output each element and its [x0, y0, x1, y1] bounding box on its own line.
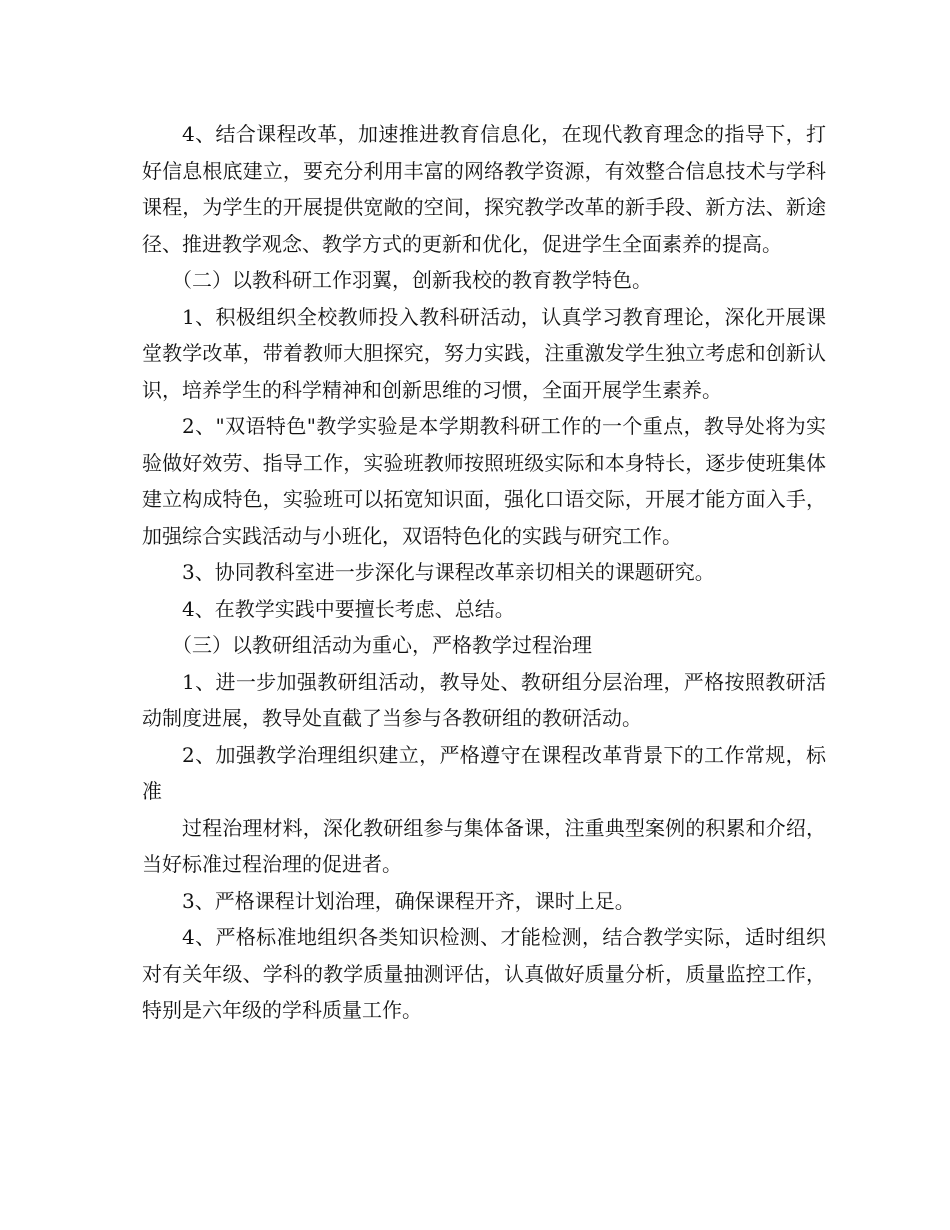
document-page: [142, 116, 826, 1029]
section-heading-3: （三）以教研组活动为重心，严格教学过程治理: [172, 633, 592, 657]
paragraph-4-info: 4、结合课程改革，加速推进教育信息化，在现代教育理念的指导下，打好信息根底建立，要充分利用丰富的网络教学资源，有效整合信息技术与学科课程，为学生的开展提供宽敞的空间，探究教学改革的新手段、新方法、新途径、推进教学观念、教学方式的更新和优化，促进学生全面素养的提高。: [142, 122, 826, 256]
paragraph-2-continued: 过程治理材料，深化教研组参与集体备课，注重典型案例的积累和介绍，当好标准过程治理的促进者。: [142, 815, 826, 876]
paragraph-3-curriculum: 3、严格课程计划治理，确保课程开齐，课时上足。: [182, 888, 635, 913]
paragraph-4-testing: 4、严格标准地组织各类知识检测、才能检测，结合教学实际，适时组织对有关年级、学科的教学质量抽测评估，认真做好质量分析，质量监控工作，特别是六年级的学科质量工作。: [142, 925, 826, 1022]
paragraph-1-research: 1、积极组织全校教师投入教科研活动，认真学习教育理论，深化开展课堂教学改革，带着教师大胆探究，努力实践，注重激发学生独立考虑和创新认识，培养学生的科学精神和创新思维的习惯，全面开展学生素养。: [142, 304, 826, 402]
paragraph-2-management: 2、加强教学治理组织建立，严格遵守在课程改革背景下的工作常规，标准: [142, 742, 826, 803]
paragraph-1-groups: 1、进一步加强教研组活动，教导处、教研组分层治理，严格按照教研活动制度进展，教导处直截了当参与各教研组的教研活动。: [142, 669, 826, 730]
paragraph-2-bilingual: 2、"双语特色"教学实验是本学期教科研工作的一个重点，教导处将为实验做好效劳、指导工作，实验班教师按照班级实际和本身特长，逐步使班集体建立构成特色，实验班可以拓宽知识面，强化口语交际，开展才能方面入手，加强综合实践活动与小班化，双语特色化的实践与研究工作。: [142, 414, 826, 548]
paragraph-4-summary: 4、在教学实践中要擅长考虑、总结。: [182, 596, 515, 621]
section-heading-2: （二）以教科研工作羽翼，创新我校的教育教学特色。: [172, 268, 652, 292]
paragraph-3-collaborate: 3、协同教科室进一步深化与课程改革亲切相关的课题研究。: [182, 560, 715, 584]
